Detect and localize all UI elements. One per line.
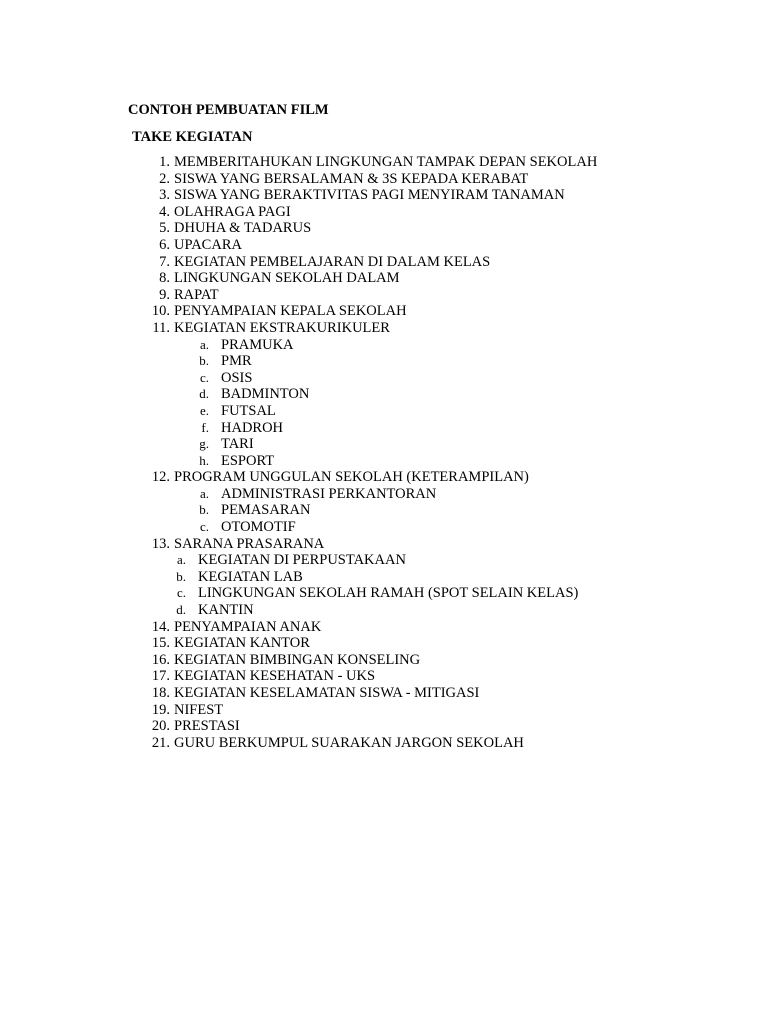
- list-item-text: PRESTASI: [174, 718, 240, 735]
- list-item-marker: f.: [201, 419, 209, 435]
- activity-list: [0, 154, 768, 751]
- list-item: [0, 270, 768, 287]
- sub-list-item: [0, 502, 768, 519]
- list-item-marker: 13.: [151, 535, 170, 552]
- list-item-marker: c.: [176, 585, 186, 601]
- list-item-text: NIFEST: [174, 701, 224, 718]
- list-item-text: OTOMOTIF: [221, 519, 296, 536]
- list-item-text: OSIS: [221, 369, 253, 386]
- list-item: [0, 536, 768, 553]
- sub-list-item: [0, 569, 768, 586]
- list-item: [0, 718, 768, 735]
- list-item: [0, 303, 768, 320]
- list-item-text: UPACARA: [174, 236, 242, 253]
- list-item-marker: 17.: [151, 668, 170, 685]
- list-item-text: SISWA YANG BERSALAMAN & 3S KEPADA KERABAT: [174, 170, 529, 187]
- list-item-text: KEGIATAN KANTOR: [174, 635, 310, 652]
- list-item-marker: a.: [176, 552, 186, 568]
- list-item-marker: 15.: [151, 635, 170, 652]
- list-item-text: BADMINTON: [221, 386, 310, 403]
- list-item: [0, 220, 768, 237]
- list-item-marker: h.: [199, 452, 209, 468]
- list-item-text: TARI: [221, 436, 254, 453]
- list-item-text: ESPORT: [221, 452, 275, 469]
- list-item-text: DHUHA & TADARUS: [174, 220, 312, 237]
- list-item-text: KEGIATAN LAB: [198, 568, 303, 585]
- list-item-marker: 9.: [159, 286, 170, 303]
- list-item-marker: 8.: [159, 270, 170, 287]
- list-item-marker: 14.: [151, 618, 170, 635]
- sub-list-item: [0, 337, 768, 354]
- list-item-marker: c.: [199, 369, 209, 385]
- list-item-marker: e.: [199, 402, 209, 418]
- list-item: [0, 702, 768, 719]
- list-item-marker: b.: [199, 353, 209, 369]
- sub-list-item: [0, 453, 768, 470]
- sub-list-item: [0, 585, 768, 602]
- list-item: [0, 735, 768, 752]
- list-item: [0, 154, 768, 171]
- sub-list-item: [0, 486, 768, 503]
- list-item: [0, 320, 768, 337]
- list-item-marker: 18.: [151, 685, 170, 701]
- sub-list-item: [0, 602, 768, 619]
- list-item-text: KEGIATAN KESEHATAN - UKS: [174, 668, 376, 685]
- list-item: [0, 469, 768, 486]
- sub-list-item: [0, 370, 768, 387]
- list-item-text: SISWA YANG BERAKTIVITAS PAGI MENYIRAM TANAMAN: [174, 187, 565, 204]
- list-item-marker: 12.: [151, 469, 170, 486]
- list-item-marker: 19.: [151, 701, 170, 718]
- sub-list-item: [0, 403, 768, 420]
- list-item-marker: b.: [176, 568, 186, 584]
- list-item-marker: 7.: [159, 253, 170, 270]
- list-item-marker: 20.: [151, 718, 170, 735]
- list-item-text: ADMINISTRASI PERKANTORAN: [221, 485, 437, 502]
- list-item-marker: d.: [176, 602, 186, 618]
- document-title: CONTOH PEMBUATAN FILM: [128, 102, 329, 118]
- list-item-text: FUTSAL: [221, 402, 276, 419]
- list-item: [0, 187, 768, 204]
- list-item-marker: a.: [199, 336, 209, 352]
- list-item-text: KEGIATAN BIMBINGAN KONSELING: [174, 651, 421, 668]
- list-item-marker: 4.: [159, 203, 170, 220]
- list-item: [0, 287, 768, 304]
- list-item-text: KEGIATAN PEMBELAJARAN DI DALAM KELAS: [174, 253, 491, 270]
- list-item-marker: 5.: [159, 220, 170, 237]
- list-item-marker: c.: [199, 519, 209, 535]
- list-item-text: OLAHRAGA PAGI: [174, 203, 291, 220]
- list-item-marker: 10.: [151, 303, 170, 320]
- list-item-text: KANTIN: [198, 602, 254, 619]
- list-item: [0, 635, 768, 652]
- list-item-text: LINGKUNGAN SEKOLAH RAMAH (SPOT SELAIN KELAS): [198, 585, 579, 602]
- list-item-text: SARANA PRASARANA: [174, 535, 325, 552]
- list-item-text: KEGIATAN KESELAMATAN SISWA - MITIGASI: [174, 685, 480, 701]
- document-subtitle: TAKE KEGIATAN: [132, 129, 253, 145]
- list-item: [0, 619, 768, 636]
- sub-list-item: [0, 386, 768, 403]
- list-item-text: MEMBERITAHUKAN LINGKUNGAN TAMPAK DEPAN SEKOLAH: [174, 154, 598, 170]
- sub-list-item: [0, 436, 768, 453]
- list-item-text: HADROH: [221, 419, 284, 436]
- sub-list-item: [0, 519, 768, 536]
- list-item: [0, 668, 768, 685]
- list-item-marker: 16.: [151, 651, 170, 668]
- list-item-marker: b.: [199, 502, 209, 518]
- list-item: [0, 204, 768, 221]
- list-item-text: PMR: [221, 353, 252, 370]
- list-item-marker: a.: [199, 485, 209, 501]
- list-item-marker: 6.: [159, 236, 170, 253]
- list-item-marker: g.: [199, 436, 209, 452]
- list-item-marker: 21.: [151, 734, 170, 751]
- list-item: [0, 237, 768, 254]
- list-item-text: PENYAMPAIAN ANAK: [174, 618, 322, 635]
- list-item-marker: 11.: [152, 319, 170, 336]
- list-item-text: LINGKUNGAN SEKOLAH DALAM: [174, 270, 400, 287]
- list-item-marker: 2.: [159, 170, 170, 187]
- list-item-text: PEMASARAN: [221, 502, 311, 519]
- list-item-marker: 3.: [159, 187, 170, 204]
- list-item-text: PROGRAM UNGGULAN SEKOLAH (KETERAMPILAN): [174, 469, 529, 486]
- list-item-text: GURU BERKUMPUL SUARAKAN JARGON SEKOLAH: [174, 734, 524, 751]
- sub-list-item: [0, 552, 768, 569]
- list-item-text: PRAMUKA: [221, 336, 294, 353]
- list-item: [0, 254, 768, 271]
- list-item-text: RAPAT: [174, 286, 219, 303]
- list-item-text: PENYAMPAIAN KEPALA SEKOLAH: [174, 303, 407, 320]
- list-item-marker: d.: [199, 386, 209, 402]
- list-item-text: KEGIATAN EKSTRAKURIKULER: [174, 319, 390, 336]
- list-item-marker: 1.: [159, 154, 170, 170]
- list-item: [0, 171, 768, 188]
- list-item: [0, 685, 768, 702]
- list-item-text: KEGIATAN DI PERPUSTAKAAN: [198, 552, 406, 569]
- sub-list-item: [0, 353, 768, 370]
- sub-list-item: [0, 420, 768, 437]
- list-item: [0, 652, 768, 669]
